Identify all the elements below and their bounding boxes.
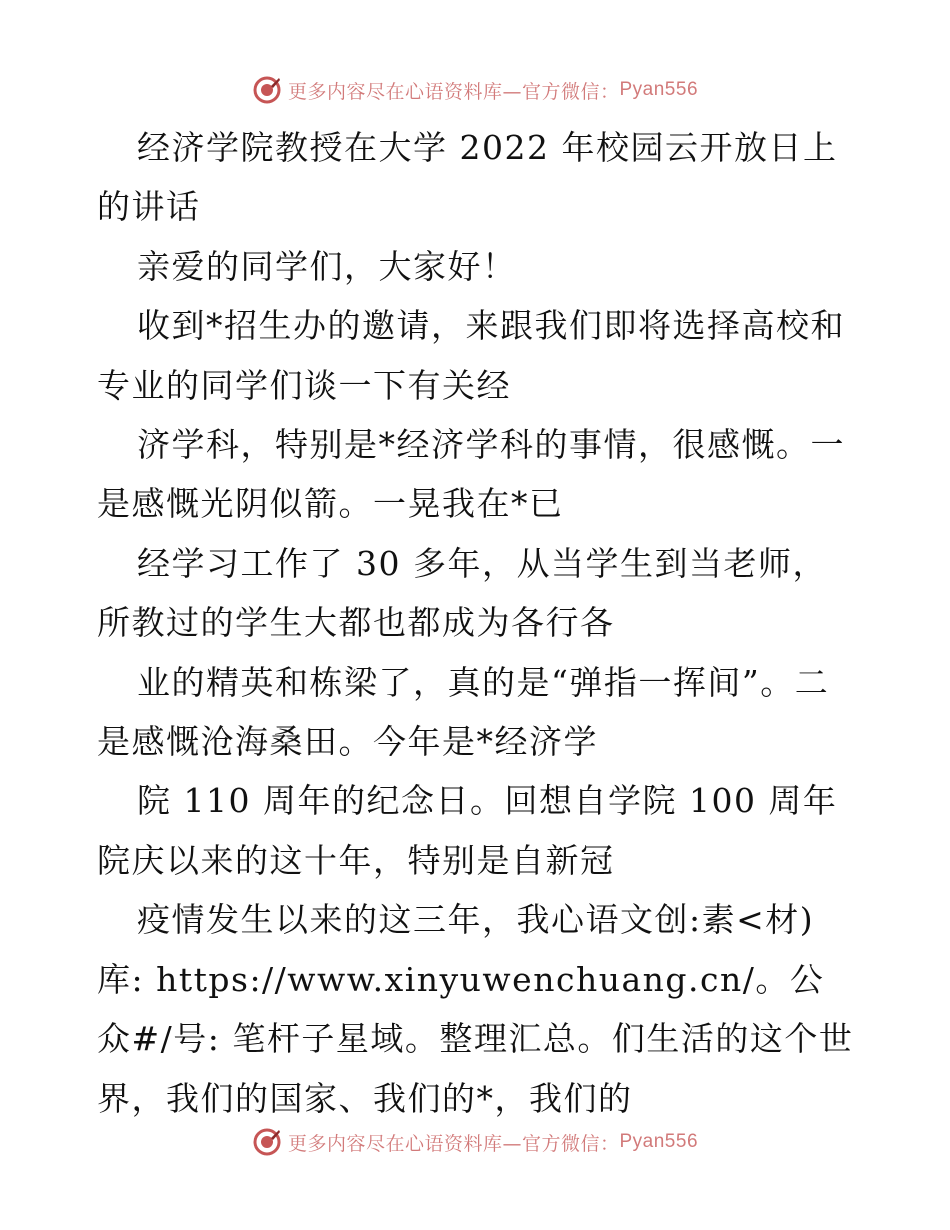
watermark-wechat-id: Pyan556 xyxy=(619,79,699,100)
brush-logo-icon xyxy=(252,1127,282,1157)
paragraph-greeting: 亲爱的同学们，大家好！ xyxy=(137,246,517,286)
document-title: 经济学院教授在大学 2022 年校园云开放日上的讲话 xyxy=(97,128,838,227)
watermark-wechat-id: Pyan556 xyxy=(619,1131,699,1152)
paragraph-body: 院 110 周年的纪念日。回想自学院 100 周年院庆以来的这十年，特别是自新冠 xyxy=(97,781,838,880)
watermark-footer xyxy=(0,1124,950,1160)
document-body xyxy=(97,118,857,1128)
watermark-text: 更多内容尽在心语资料库—官方微信： xyxy=(287,80,620,103)
watermark-text: 更多内容尽在心语资料库—官方微信： xyxy=(287,1132,620,1155)
watermark-header xyxy=(0,72,950,108)
paragraph-body: 经学习工作了 30 多年，从当学生到当老师，所教过的学生大都也都成为各行各 xyxy=(97,543,827,643)
paragraph-body: 业的精英和栋梁了，真的是“弹指一挥间”。二是感慨沧海桑田。今年是*经济学 xyxy=(97,662,830,762)
paragraph-body: 济学科，特别是*经济学科的事情，很感慨。一是感慨光阴似箭。一晃我在*已 xyxy=(97,425,845,524)
paragraph-body: 收到*招生办的邀请，来跟我们即将选择高校和专业的同学们谈一下有关经 xyxy=(97,306,845,405)
brush-logo-icon xyxy=(252,75,282,105)
paragraph-body: 疫情发生以来的这三年，我心语文创:素<材)库: https://www.xinyuwenchuang.cn/。公众#/号: 笔杆子星域。整理汇总。们生活的这个世界，我们的国家、我们的*，我们的 xyxy=(97,900,854,1118)
